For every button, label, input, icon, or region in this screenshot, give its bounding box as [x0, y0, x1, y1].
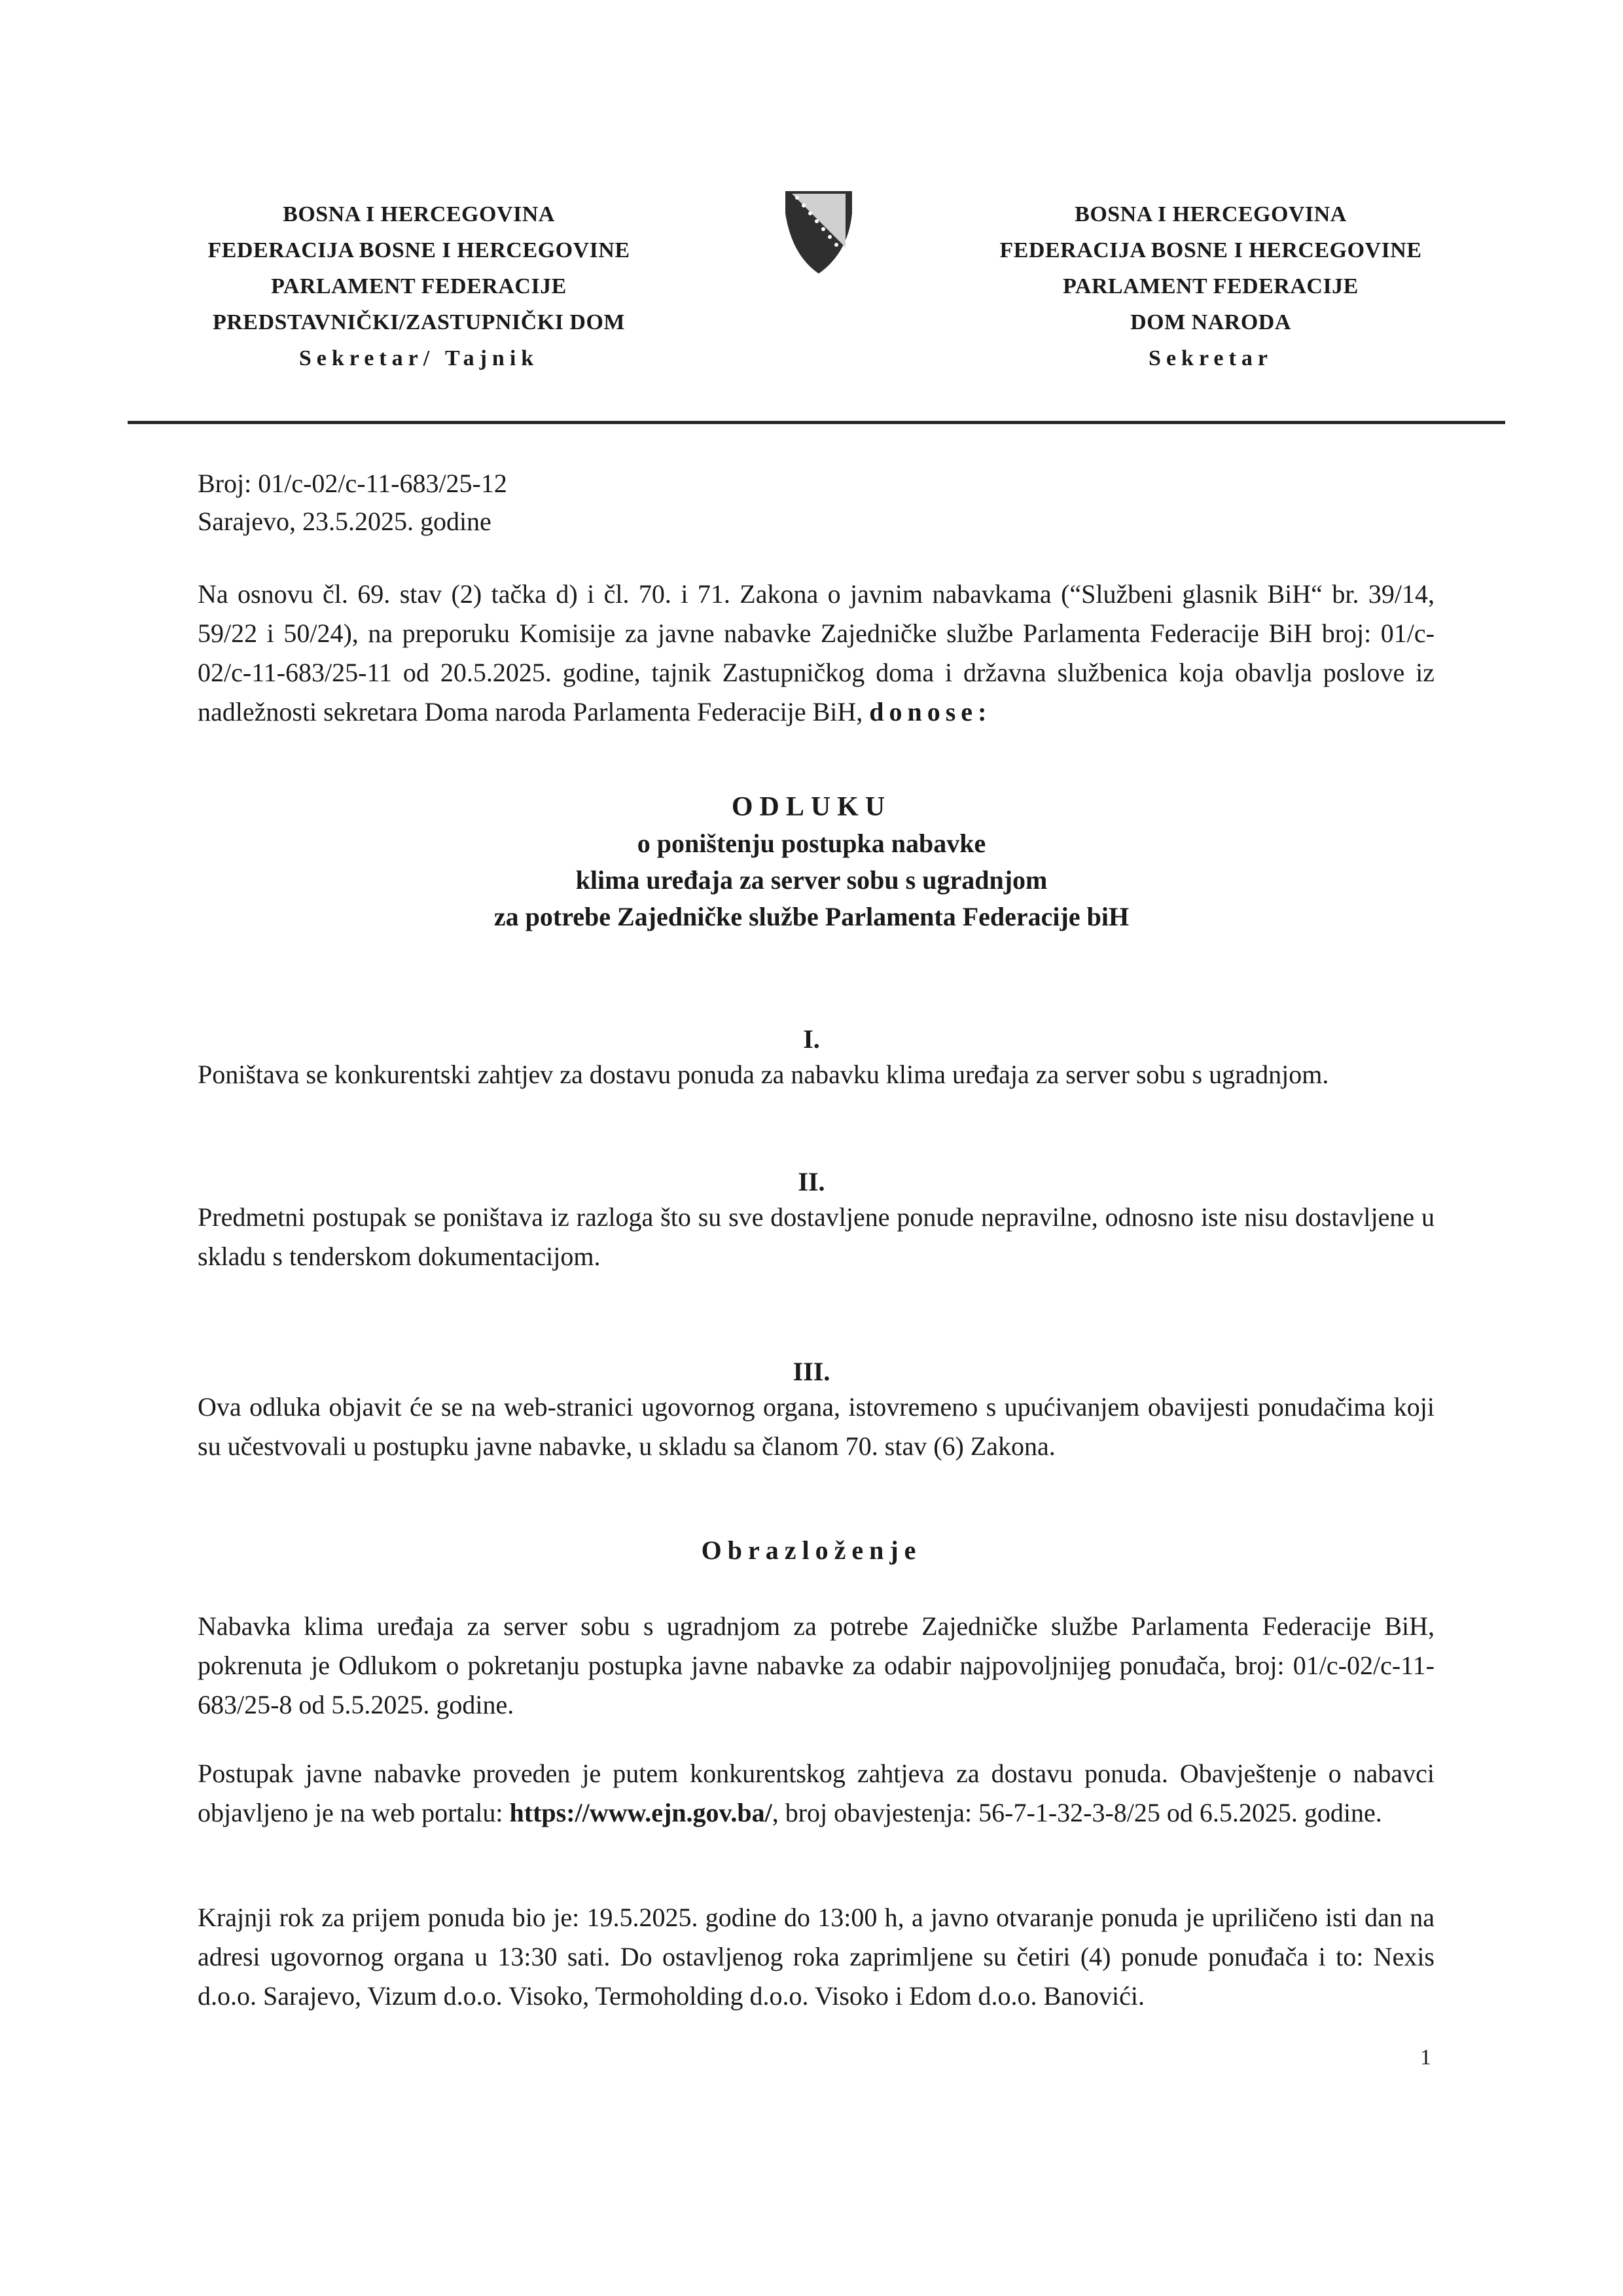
section-number: II.	[798, 1167, 825, 1196]
decision-title-main: ODLUKU	[731, 792, 892, 822]
section-text: Poništava se konkurentski zahtjev za dostavu ponuda za nabavku klima uređaja za server sobu s ugradnjom.	[198, 1060, 1329, 1089]
header-left	[151, 196, 687, 376]
decision-title-line4: za potrebe Zajedničke službe Parlamenta Federacije biH	[493, 902, 1130, 931]
place-and-date: Sarajevo, 23.5.2025. godine	[198, 507, 491, 536]
header-right-country: BOSNA I HERCEGOVINA	[1075, 202, 1347, 226]
justification-p2-tail: , broj obavjestenja: 56-7-1-32-3-8/25 od 6.5.2025. godine.	[772, 1798, 1382, 1827]
reference-number: Broj: 01/c-02/c-11-683/25-12	[198, 469, 507, 498]
coat-of-arms-icon	[783, 187, 855, 278]
decision-title-line3: klima uređaja za server sobu s ugradnjom	[575, 865, 1048, 895]
justification-paragraph-2	[198, 1754, 1435, 1833]
decision-title	[0, 789, 1623, 935]
header-right-federation: FEDERACIJA BOSNE I HERCEGOVINE	[999, 238, 1422, 262]
portal-link[interactable]: https://www.ejn.gov.ba/	[509, 1798, 772, 1827]
section-number: I.	[803, 1024, 820, 1054]
header-left-federation: FEDERACIJA BOSNE I HERCEGOVINE	[207, 238, 630, 262]
header-right	[942, 196, 1479, 376]
preamble-verb: donose:	[869, 697, 992, 726]
decision-title-line2: o poništenju postupka nabavke	[637, 829, 986, 858]
header-divider	[128, 421, 1505, 424]
section-number: III.	[793, 1357, 830, 1386]
header-right-chamber: DOM NARODA	[1130, 310, 1291, 334]
header-left-country: BOSNA I HERCEGOVINA	[283, 202, 555, 226]
header-left-chamber: PREDSTAVNIČKI/ZASTUPNIČKI DOM	[212, 310, 626, 334]
header-left-office: Sekretar/ Tajnik	[298, 346, 539, 370]
document-reference	[198, 465, 507, 541]
justification-p2-text: Postupak javne nabavke proveden je putem konkurentskog zahtjeva za dostavu ponuda. Obavještenje o nabavci objavljeno je na web portalu:	[198, 1759, 1435, 1827]
justification-paragraph-1: Nabavka klima uređaja za server sobu s ugradnjom za potrebe Zajedničke službe Parlamenta Federacije BiH, pokrenuta je Odlukom o pokretanju postupka javne nabavke za odabir najpovoljnijeg ponuđača, broj: 01/c-02/c-11-683/25-8 od 5.5.2025. godine.	[198, 1611, 1435, 1719]
header-right-office: Sekretar	[1149, 346, 1273, 370]
section-text: Ova odluka objavit će se na web-stranici ugovornog organa, istovremeno s upućivanjem obavijesti ponudačima koji su učestvovali u postupku javne nabavke, u skladu sa članom 70. stav (6) Zakona.	[198, 1392, 1435, 1461]
header-right-parliament: PARLAMENT FEDERACIJE	[1063, 274, 1359, 298]
preamble-text: Na osnovu čl. 69. stav (2) tačka d) i čl. 70. i 71. Zakona o javnim nabavkama (“Službeni glasnik BiH“ br. 39/14, 59/22 i 50/24), na preporuku Komisije za javne nabavke Zajedničke službe Parlamenta Federacije BiH broj: 01/c-02/c-11-683/25-11 od 20.5.2025. godine, tajnik Zastupničkog doma i državna službenica koja obavlja poslove iz nadležnosti sekretara Doma naroda Parlamenta Federacije BiH,	[198, 579, 1435, 726]
section-text: Predmetni postupak se poništava iz razloga što su sve dostavljene ponude nepravilne, odnosno iste nisu dostavljene u skladu s tenderskom dokumentacijom.	[198, 1202, 1435, 1271]
justification-heading: Obrazloženje	[701, 1535, 922, 1565]
header-left-parliament: PARLAMENT FEDERACIJE	[271, 274, 567, 298]
page-number: 1	[1420, 2045, 1431, 2070]
preamble-paragraph	[198, 575, 1435, 732]
justification-paragraph-3: Krajnji rok za prijem ponuda bio je: 19.5.2025. godine do 13:00 h, a javno otvaranje ponuda je upriličeno isti dan na adresi ugovornog organa u 13:30 sati. Do ostavljenog roka zaprimljene su četiri (4) ponude ponuđača i to: Nexis d.o.o. Sarajevo, Vizum d.o.o. Visoko, Termoholding d.o.o. Visoko i Edom d.o.o. Banovići.	[198, 1903, 1435, 2011]
